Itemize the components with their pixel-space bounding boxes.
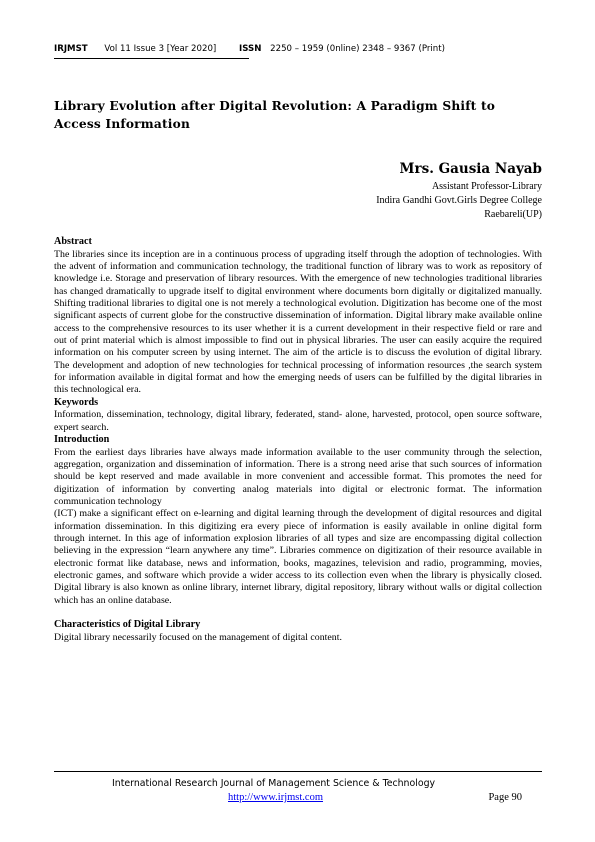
introduction-paragraph-1: From the earliest days libraries have always made information available to the user community through the selection, aggregation, organization and dissemination of information. There is a strong need arise that such sources of information should be kept reserved and made available in more convenient and accessible format. This promotes the need for digitization of information by converting analog materials into digital or electronic format. The information communication technology (54, 446, 542, 507)
author-location: Raebareli(UP) (484, 209, 542, 220)
header-issn-numbers: 2250 – 1959 (0nline) 2348 – 9367 (Print) (270, 44, 445, 54)
author-institution: Indira Gandhi Govt.Girls Degree College (376, 195, 542, 206)
header-volume: Vol 11 Issue 3 [Year 2020] (104, 44, 217, 54)
abstract-heading: Abstract (54, 236, 92, 247)
author-name: Mrs. Gausia Nayab (399, 161, 542, 177)
running-header (54, 44, 445, 54)
header-issn-label: ISSN (239, 44, 262, 54)
characteristics-heading: Characteristics of Digital Library (54, 619, 201, 631)
footer-website-link[interactable]: http://www.irjmst.com (228, 792, 323, 803)
paper-title: Library Evolution after Digital Revolution: A Paradigm Shift to Access Information (54, 99, 496, 131)
author-position: Assistant Professor-Library (431, 181, 542, 192)
introduction-heading: Introduction (54, 434, 110, 445)
author-affiliation (242, 180, 542, 222)
footer-journal-name: International Research Journal of Management Science & Technology (112, 778, 436, 789)
characteristics-text: Digital library necessarily focused on the management of digital content. (54, 631, 342, 643)
keywords-heading: Keywords (54, 396, 99, 408)
page-number: Page 90 (488, 792, 522, 803)
header-journal: IRJMST (54, 44, 88, 54)
introduction-paragraph-2: (ICT) make a significant effect on e-learning and digital learning through the development of digital resources and digital information dissemination. In this digitizing era every piece of information is easily available in online digital form through internet. In this age of information explosion libraries of all types and size are encompassing digital collection believing in the expression “learn anywhere any time”. Libraries commence on digitization of their resource available in electronic format like database, news and information, books, magazines, television and radio, programming, movies, electronic games, and software which provide a wider access to its collection even when the library is physically closed. Digital library is also known as online library, internet library, digital repository, library without walls or digital collection which has an online database. (54, 508, 542, 606)
abstract-text: The libraries since its inception are in a continuous process of upgrading itself through the adoption of technologies. With the advent of information and communication technology, the traditional function of library was to work as repository of knowledge i.e. Storage and preservation of library resources. With the emergence of new technologies traditional libraries has changed dramatically to upgrade itself to digital environment where documents born digitally or digitalized manually. Shifting traditional libraries to digital one is not merely a technological evolution. Digitization has become one of the most significant aspects of current globe for the constructive dissemination of information. Digital library make available online access to the comprehensive resources to its user whether it is a current development in their respective field or rare and out of print material which is almost impossible to find out in physical libraries. The user can easily acquire the required information on his computer screen by using internet. The aim of the article is to discuss the evolution of digital library. The development and adoption of new technologies for technical processing of information resources ,the search system for information available in digital format and how the emerging needs of users can be fulfilled by the digital libraries in this technological era. (54, 248, 542, 396)
header-rule (54, 58, 249, 59)
article-body (54, 236, 542, 644)
keywords-text: Information, dissemination, technology, digital library, federated, stand- alone, harvested, protocol, open source software, expert search. (54, 409, 542, 433)
footer-rule (54, 771, 542, 772)
